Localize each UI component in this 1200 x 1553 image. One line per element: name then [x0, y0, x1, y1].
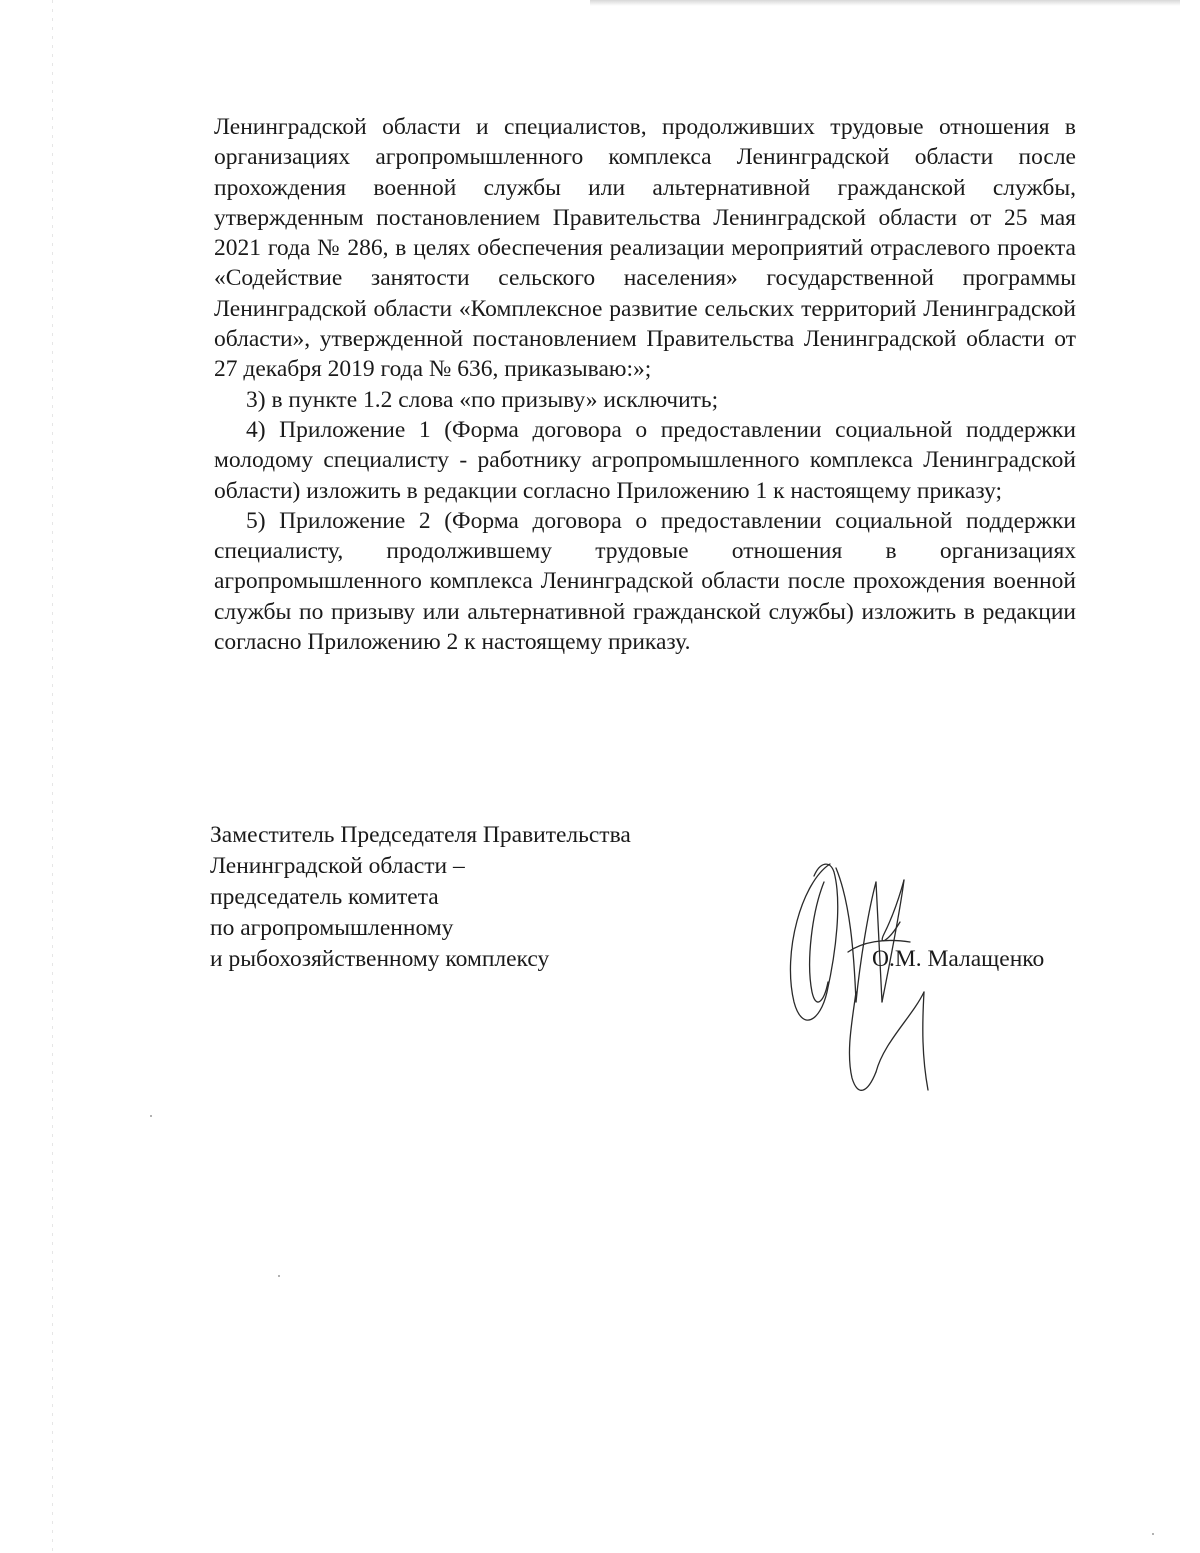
paragraph-item-3: 3) в пункте 1.2 слова «по призыву» исключить;: [246, 386, 719, 413]
position-line-3: председатель комитета: [210, 884, 439, 910]
signatory-name: О.М. Малащенко: [872, 946, 1045, 972]
scan-speck: [278, 1275, 280, 1277]
position-line-2: Ленинградской области –: [210, 853, 465, 879]
paragraph-item-4: 4) Приложение 1 (Форма договора о предоставлении социальной поддержки молодому специалисту - работнику агропромышленного комплекса Ленинградской области) изложить в редакции согласно Приложению 1 к настоящему приказу;: [214, 416, 1076, 504]
signatory-position: [210, 820, 631, 975]
position-line-5: и рыбохозяйственному комплексу: [210, 946, 550, 972]
paragraph-continuation: Ленинградской области и специалистов, продолживших трудовые отношения в организациях агропромышленного комплекса Ленинградской области после прохождения военной службы или альтернативной гражданской службы, утвержденным постановлением Правительства Ленинградской области от 25 мая 2021 года № 286, в целях обеспечения реализации мероприятий отраслевого проекта «Содействие занятости сельского населения» государственной программы Ленинградской области «Комплексное развитие сельских территорий Ленинградской области», утвержденной постановлением Правительства Ленинградской области от 27 декабря 2019 года № 636, приказываю:»;: [214, 114, 1076, 383]
scan-speck: [1152, 1533, 1154, 1535]
position-line-1: Заместитель Председателя Правительства: [210, 822, 631, 848]
position-line-4: по агропромышленному: [210, 915, 454, 941]
scan-edge-top: [590, 0, 1180, 6]
scan-edge-left: [52, 0, 53, 1553]
paragraph-item-5: 5) Приложение 2 (Форма договора о предоставлении социальной поддержки специалисту, продолжившему трудовые отношения в организациях агропромышленного комплекса Ленинградской области после прохождения военной службы по призыву или альтернативной гражданской службы) изложить в редакции согласно Приложению 2 к настоящему приказу.: [214, 507, 1076, 656]
document-body: [214, 112, 1076, 657]
scan-speck: [150, 1115, 152, 1117]
